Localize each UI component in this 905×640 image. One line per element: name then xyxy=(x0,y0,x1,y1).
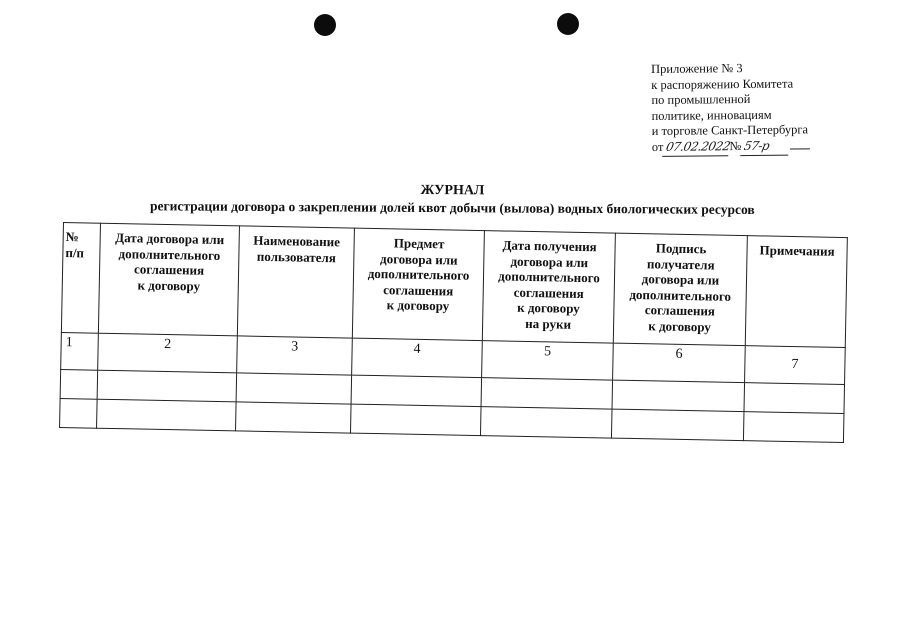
header-cell xyxy=(61,223,100,334)
underline xyxy=(789,148,809,149)
header-text: Наименование пользователя xyxy=(253,232,341,265)
header-cell xyxy=(237,226,354,338)
appendix-line: политике, инновациям xyxy=(651,107,772,123)
header-text: Предмет договора или дополнительного соглашения к договору xyxy=(367,235,470,314)
empty-cell xyxy=(612,380,745,412)
empty-cell xyxy=(60,369,98,399)
table-header-row xyxy=(61,223,847,348)
header-text: Примечания xyxy=(759,242,835,259)
empty-cell xyxy=(743,412,844,443)
appendix-block xyxy=(651,60,809,156)
empty-cell xyxy=(97,399,237,431)
header-text: Дата получения договора или дополнительного соглашения к договору на руки xyxy=(498,237,600,332)
header-cell xyxy=(482,231,615,343)
column-number-cell: 3 xyxy=(237,336,353,375)
header-text: Дата договора или дополнительного соглашения к договору xyxy=(115,230,225,294)
appendix-line: Приложение № 3 xyxy=(651,61,743,76)
empty-cell xyxy=(744,383,845,414)
column-number-cell: 7 xyxy=(745,346,846,385)
appendix-line: к распоряжению Комитета xyxy=(651,76,794,92)
header-cell xyxy=(745,236,847,348)
empty-cell xyxy=(236,402,352,433)
journal-heading xyxy=(100,180,805,218)
header-text: Подпись получателя договора или дополнительного соглашения к договору xyxy=(629,240,732,334)
column-number-cell: 4 xyxy=(352,338,483,377)
handwritten-number: 57-р xyxy=(740,138,791,155)
punch-hole-left xyxy=(314,14,336,36)
handwritten-date: 07.02.2022 xyxy=(662,139,731,156)
punch-hole-right xyxy=(557,13,579,35)
journal-table xyxy=(59,222,848,443)
empty-cell xyxy=(480,407,612,439)
column-number-cell: 2 xyxy=(98,333,238,373)
empty-cell xyxy=(481,378,613,410)
appendix-line: и торговле Санкт-Петербурга xyxy=(651,122,809,138)
empty-cell xyxy=(60,398,98,428)
journal-title: ЖУРНАЛ xyxy=(420,182,485,199)
empty-cell xyxy=(97,370,237,402)
empty-cell xyxy=(611,409,744,441)
column-number-cell: 1 xyxy=(61,332,99,370)
from-label: от xyxy=(651,139,664,154)
number-label: № xyxy=(729,138,742,153)
column-number-cell: 5 xyxy=(482,341,614,381)
column-number-cell: 6 xyxy=(613,343,746,383)
empty-cell xyxy=(351,404,482,435)
header-text: № п/п xyxy=(65,229,85,260)
journal-subtitle: регистрации договора о закреплении долей квот добычи (вылова) водных биологических ресурсов xyxy=(149,198,755,217)
appendix-line: по промышленной xyxy=(651,91,751,107)
header-cell xyxy=(613,233,747,346)
empty-cell xyxy=(351,375,482,406)
appendix-date-number-line xyxy=(652,138,810,156)
header-cell xyxy=(98,223,239,336)
empty-cell xyxy=(236,373,352,404)
header-cell xyxy=(352,228,484,340)
